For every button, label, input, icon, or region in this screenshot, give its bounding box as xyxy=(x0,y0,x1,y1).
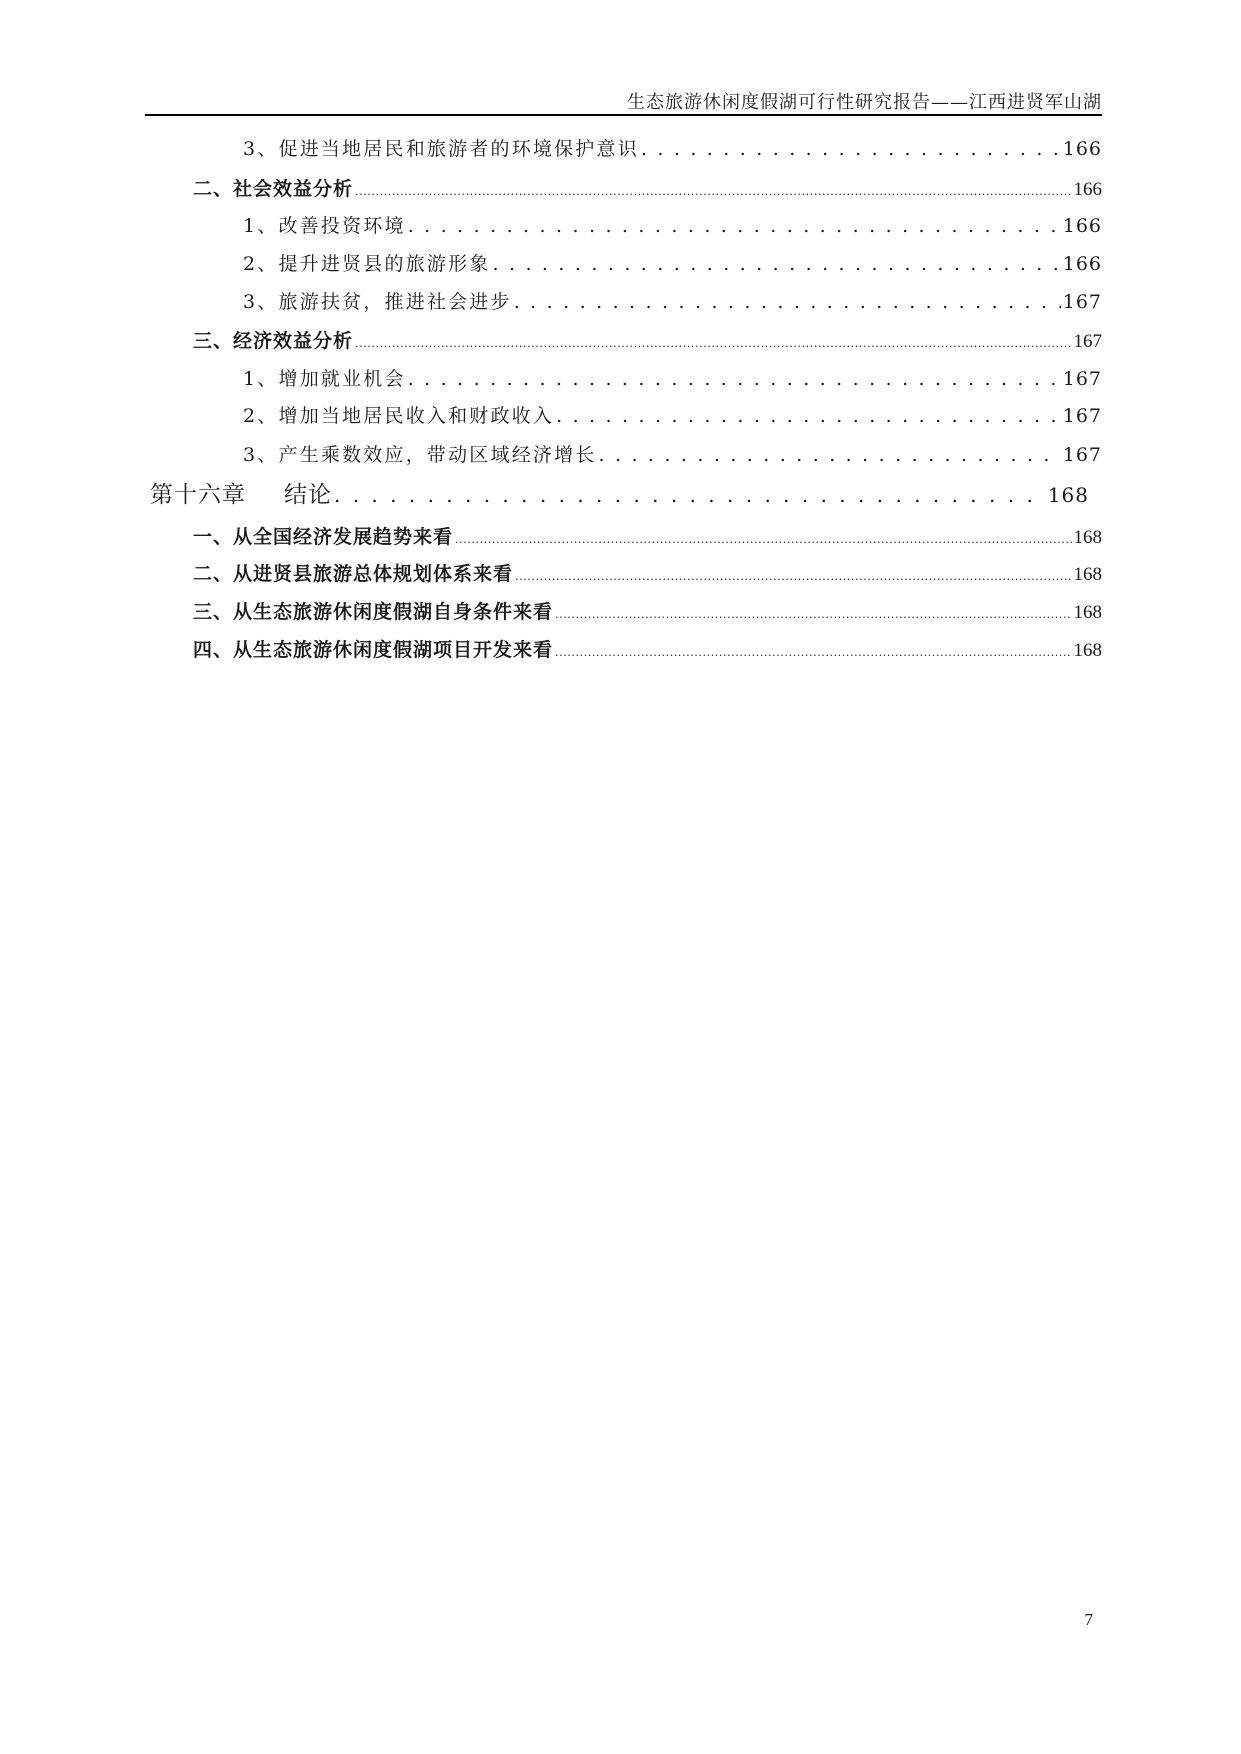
toc-chapter-label xyxy=(150,476,332,509)
toc-entry-page: 167 xyxy=(1062,405,1102,427)
toc-entry-page: 167 xyxy=(1073,331,1102,352)
toc-section-entry[interactable] xyxy=(193,597,1102,624)
toc-entry[interactable] xyxy=(243,134,1102,161)
toc-section-label: 三、从生态旅游休闲度假湖自身条件来看 xyxy=(193,601,554,623)
toc-chapter-title: 结论 xyxy=(284,482,332,508)
toc-entry-label: 2、提升进贤县的旅游形象 xyxy=(243,253,491,275)
toc-section-entry[interactable] xyxy=(193,174,1102,201)
running-header-title: 生态旅游休闲度假湖可行性研究报告——江西进贤军山湖 xyxy=(627,92,1102,113)
toc-dot-leader xyxy=(455,526,1071,548)
toc-section-label: 一、从全国经济发展趋势来看 xyxy=(193,526,454,548)
toc-dot-leader xyxy=(334,482,1046,508)
toc-section-entry[interactable] xyxy=(193,326,1102,353)
toc-section-entry[interactable] xyxy=(193,522,1102,549)
toc-entry[interactable] xyxy=(243,211,1102,238)
toc-dot-leader xyxy=(408,368,1061,390)
toc-dot-leader xyxy=(555,639,1071,661)
toc-section-label: 二、从进贤县旅游总体规划体系来看 xyxy=(193,563,514,585)
toc-entry-page: 168 xyxy=(1047,483,1089,507)
toc-section-entry[interactable] xyxy=(193,559,1102,586)
page-number: 7 xyxy=(1084,1610,1093,1629)
toc-entry-page: 166 xyxy=(1073,179,1102,200)
toc-section-label: 四、从生态旅游休闲度假湖项目开发来看 xyxy=(193,639,554,661)
toc-dot-leader xyxy=(599,444,1061,466)
toc-entry-label: 2、增加当地居民收入和财政收入 xyxy=(243,405,555,427)
toc-entry-page: 168 xyxy=(1073,527,1102,548)
toc-entry-label: 3、旅游扶贫，推进社会进步 xyxy=(243,291,512,313)
toc-section-entry[interactable] xyxy=(193,635,1102,662)
toc-entry-label: 1、增加就业机会 xyxy=(243,368,406,390)
toc-section-label: 二、社会效益分析 xyxy=(193,178,354,200)
toc-entry[interactable] xyxy=(243,364,1102,391)
toc-entry-page: 166 xyxy=(1062,215,1102,237)
toc-dot-leader xyxy=(355,330,1071,352)
toc-entry-page: 168 xyxy=(1073,602,1102,623)
toc-entry-label: 1、改善投资环境 xyxy=(243,215,406,237)
toc-dot-leader xyxy=(555,601,1071,623)
toc-entry-page: 167 xyxy=(1062,368,1102,390)
toc-entry[interactable] xyxy=(243,401,1102,428)
toc-dot-leader xyxy=(408,215,1061,237)
toc-chapter-entry[interactable] xyxy=(150,476,1089,509)
toc-dot-leader xyxy=(515,563,1071,585)
toc-dot-leader xyxy=(641,138,1061,160)
toc-entry-label: 3、促进当地居民和旅游者的环境保护意识 xyxy=(243,138,639,160)
toc-entry[interactable] xyxy=(243,287,1102,314)
toc-entry-page: 168 xyxy=(1073,564,1102,585)
toc-dot-leader xyxy=(514,291,1061,313)
toc-entry[interactable] xyxy=(243,249,1102,276)
toc-entry-page: 166 xyxy=(1062,253,1102,275)
toc-entry-page: 167 xyxy=(1062,291,1102,313)
toc-dot-leader xyxy=(355,178,1071,200)
toc-entry-page: 168 xyxy=(1073,640,1102,661)
toc-chapter-number: 第十六章 xyxy=(150,482,246,508)
toc-dot-leader xyxy=(493,253,1061,275)
toc-entry[interactable] xyxy=(243,440,1102,467)
toc-section-label: 三、经济效益分析 xyxy=(193,330,354,352)
toc-entry-page: 166 xyxy=(1062,138,1102,160)
toc-dot-leader xyxy=(556,405,1061,427)
toc-entry-page: 167 xyxy=(1062,444,1102,466)
toc-entry-label: 3、产生乘数效应，带动区域经济增长 xyxy=(243,444,597,466)
header-divider xyxy=(145,114,1102,116)
